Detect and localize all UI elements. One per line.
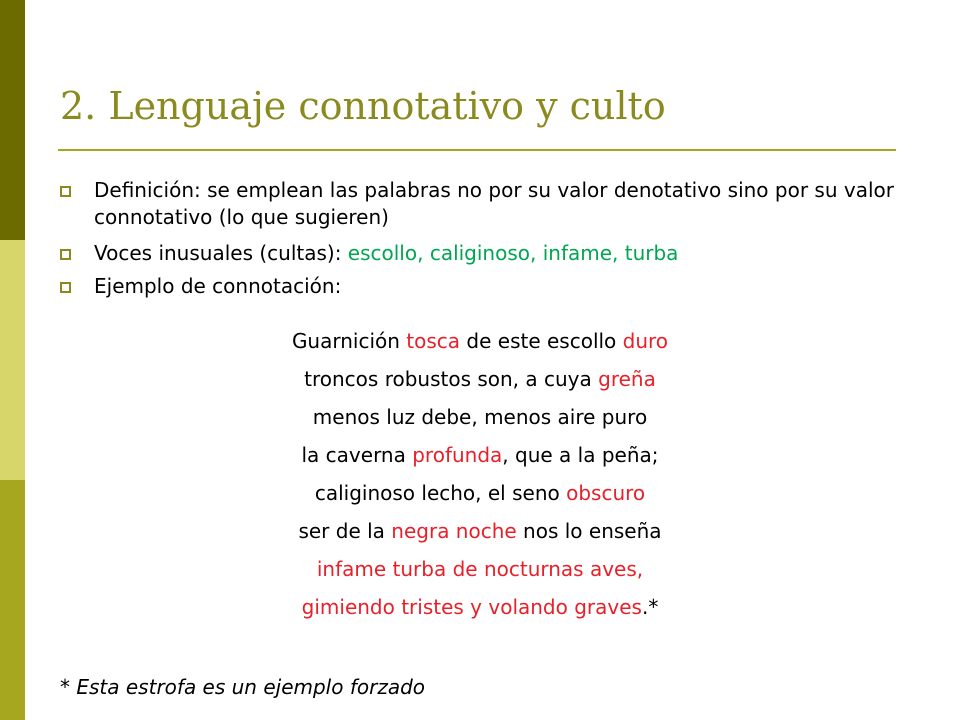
poem-text: de este escollo [460, 329, 623, 353]
square-bullet-icon [60, 186, 71, 197]
square-bullet-icon [60, 249, 71, 260]
poem-connotative-word: greña [598, 367, 656, 391]
sidebar-band-bottom [0, 480, 25, 720]
poem-text: , que a la peña; [502, 443, 659, 467]
poem-line [30, 554, 930, 592]
poem-line [30, 326, 930, 364]
poem-line [30, 364, 930, 402]
poem-connotative-word: infame turba de nocturnas aves, [316, 557, 644, 581]
footnote [60, 674, 425, 701]
poem-connotative-word: gimiendo tristes y volando graves [301, 595, 642, 619]
poem-text: menos luz debe, menos aire puro [312, 405, 648, 429]
bullet-highlight-words: escollo, caliginoso, infame, turba [347, 241, 679, 265]
bullet-item-voces [60, 240, 900, 267]
footnote-text: Esta estrofa es un ejemplo forzado [76, 675, 426, 699]
poem-text: ser de la [298, 519, 392, 543]
poem-text: .* [641, 595, 659, 619]
poem-text: caliginoso lecho, el seno [314, 481, 567, 505]
poem-text: nos lo enseña [516, 519, 662, 543]
poem-stanza [30, 326, 930, 630]
poem-text: troncos robustos son, a cuya [304, 367, 599, 391]
bullet-list [60, 177, 900, 309]
poem-line [30, 440, 930, 478]
bullet-item-definition [60, 177, 900, 231]
poem-connotative-word: negra noche [391, 519, 517, 543]
bullet-text: Ejemplo de connotación: [94, 274, 342, 298]
bullet-text: Voces inusuales (cultas): [94, 241, 348, 265]
sidebar-band-top [0, 0, 25, 240]
poem-text: la caverna [301, 443, 413, 467]
bullet-text-wrapper [94, 240, 900, 267]
slide-title: 2. Lenguaje connotativo y culto [60, 84, 666, 128]
poem-connotative-word: duro [622, 329, 669, 353]
poem-connotative-word: tosca [406, 329, 461, 353]
poem-text: Guarnición [291, 329, 407, 353]
title-underline [58, 149, 896, 151]
square-bullet-icon [60, 282, 71, 293]
poem-line [30, 478, 930, 516]
poem-connotative-word: obscuro [566, 481, 646, 505]
sidebar-band-middle [0, 240, 25, 480]
poem-line [30, 516, 930, 554]
poem-connotative-word: profunda [412, 443, 503, 467]
decorative-sidebar [0, 0, 25, 720]
bullet-text: Definición: se emplean las palabras no por su valor denotativo sino por su valor connotativo (lo que sugieren) [94, 178, 894, 229]
poem-line [30, 592, 930, 630]
footnote-marker: * [60, 675, 77, 699]
poem-line [30, 402, 930, 440]
bullet-item-ejemplo [60, 273, 900, 300]
